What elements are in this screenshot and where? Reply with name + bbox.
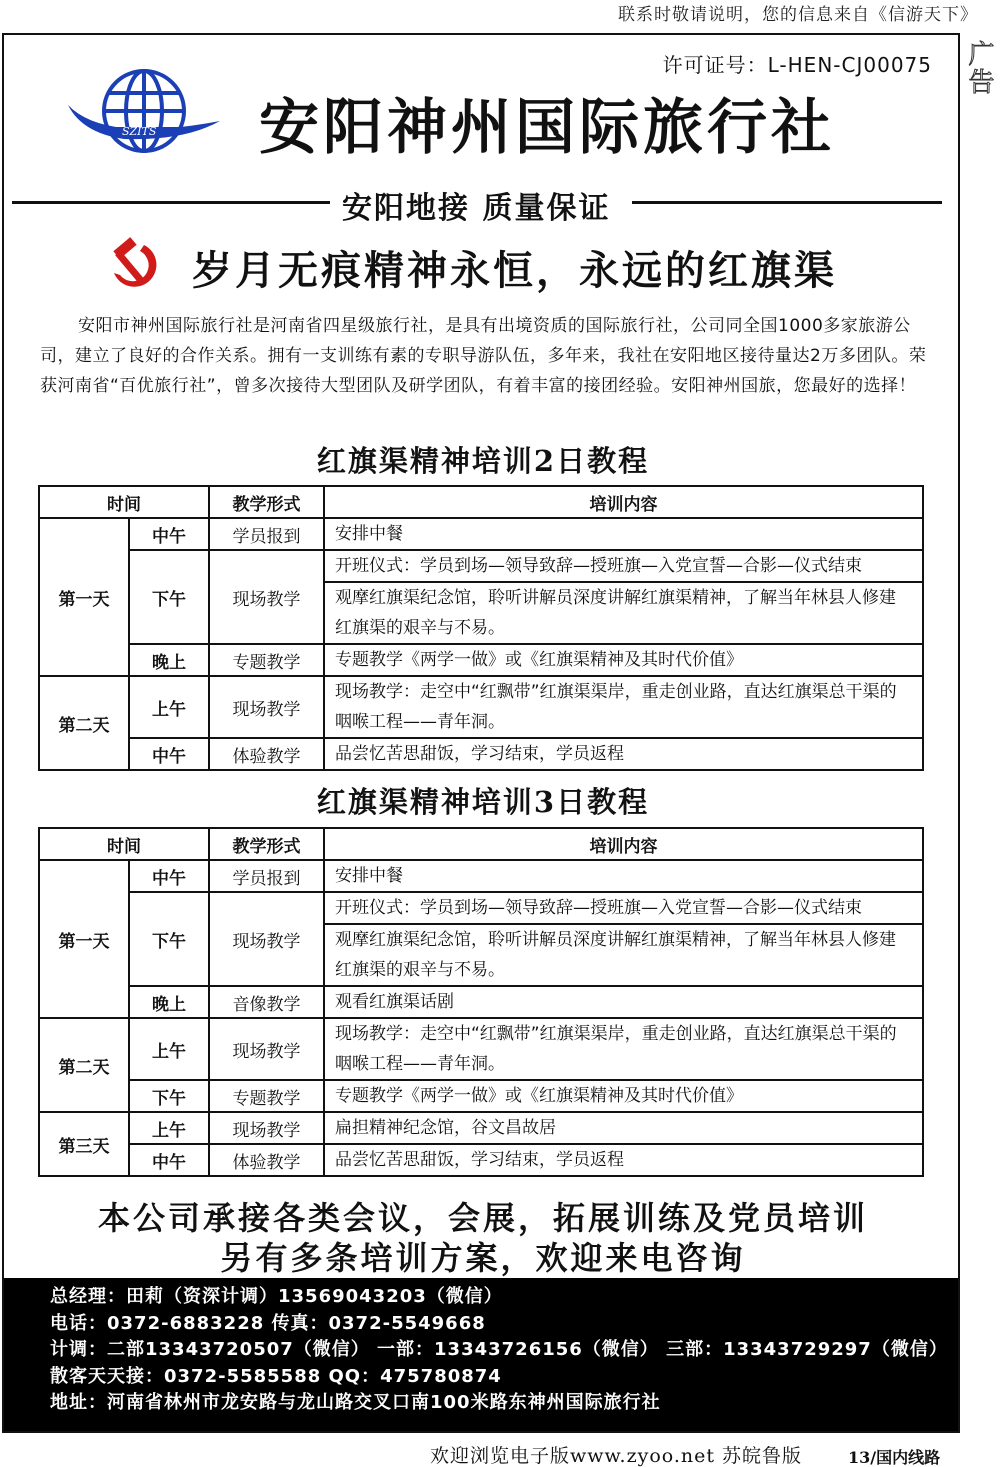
period-cell: 上午 (129, 1018, 209, 1080)
header-content: 培训内容 (324, 486, 923, 518)
header-form: 教学形式 (209, 828, 324, 860)
header-form: 教学形式 (209, 486, 324, 518)
period-cell: 中午 (129, 860, 209, 892)
content-cell: 专题教学《两学一做》或《红旗渠精神及其时代价值》 (324, 644, 923, 676)
plan-2day-table (38, 485, 924, 771)
form-cell: 音像教学 (209, 986, 324, 1018)
day-cell: 第一天 (39, 860, 129, 1018)
content-cell: 开班仪式：学员到场—领导致辞—授班旗—入党宣誓—合影—仪式结束 (324, 550, 923, 582)
table-row (39, 986, 923, 1018)
contact-address: 地址：河南省林州市龙安路与龙山路交叉口南100米路东神州国际旅行社 (50, 1392, 661, 1413)
form-cell: 体验教学 (209, 738, 324, 770)
period-cell: 下午 (129, 1080, 209, 1112)
period-cell: 晚上 (129, 644, 209, 676)
contact-manager: 总经理：田莉（资深计调）13569043203（微信） (50, 1286, 503, 1307)
content-cell: 安排中餐 (324, 518, 923, 550)
footer-page-number: 13/国内线路 (848, 1448, 941, 1467)
table-row (39, 1144, 923, 1176)
content-cell: 专题教学《两学一做》或《红旗渠精神及其时代价值》 (324, 1080, 923, 1112)
content-cell: 品尝忆苦思甜饭，学习结束，学员返程 (324, 738, 923, 770)
globe-logo-icon (64, 63, 224, 163)
plan-2day-title: 红旗渠精神培训2日教程 (316, 444, 650, 478)
day-cell: 第一天 (39, 518, 129, 676)
content-cell: 现场教学：走空中“红飘带”红旗渠渠岸，重走创业路，直达红旗渠总干渠的咽喉工程——青年洞。 (324, 1018, 923, 1080)
advertisement-frame (2, 33, 960, 1433)
slogan-divider-right (632, 201, 942, 204)
logo-text: SZITS (122, 125, 157, 138)
form-cell: 专题教学 (209, 1080, 324, 1112)
form-cell: 专题教学 (209, 644, 324, 676)
table-row (39, 1080, 923, 1112)
content-cell: 观看红旗渠话剧 (324, 986, 923, 1018)
header-time: 时间 (39, 828, 209, 860)
period-cell: 上午 (129, 1112, 209, 1144)
day-cell: 第二天 (39, 676, 129, 770)
form-cell: 现场教学 (209, 892, 324, 986)
plan-3day-table (38, 827, 924, 1177)
period-cell: 上午 (129, 676, 209, 738)
period-cell: 中午 (129, 518, 209, 550)
page-footer (0, 1437, 1000, 1467)
hammer-sickle-icon (104, 235, 162, 293)
table-row (39, 860, 923, 892)
promo-line-2: 另有多条培训方案，欢迎来电咨询 (220, 1239, 746, 1277)
company-name: 安阳神州国际旅行社 (259, 94, 835, 161)
table-row (39, 1018, 923, 1080)
form-cell: 现场教学 (209, 1112, 324, 1144)
form-cell: 体验教学 (209, 1144, 324, 1176)
content-cell: 安排中餐 (324, 860, 923, 892)
license-number: 许可证号：L-HEN-CJ00075 (662, 53, 932, 77)
day-cell: 第二天 (39, 1018, 129, 1112)
header-content: 培训内容 (324, 828, 923, 860)
table-row (39, 676, 923, 738)
period-cell: 晚上 (129, 986, 209, 1018)
content-cell: 观摩红旗渠纪念馆，聆听讲解员深度讲解红旗渠精神，了解当年林县人修建红旗渠的艰辛与不易。 (324, 924, 923, 986)
slogan-divider-left (12, 201, 330, 204)
period-cell: 下午 (129, 892, 209, 986)
headline: 岁月无痕精神永恒，永远的红旗渠 (192, 248, 837, 294)
plan-3day-title: 红旗渠精神培训3日教程 (316, 785, 650, 819)
promo-line-1: 本公司承接各类会议，会展，拓展训练及党员培训 (97, 1199, 868, 1237)
ad-side-label: 广告 (964, 40, 994, 96)
company-intro: 安阳市神州国际旅行社是河南省四星级旅行社，是具有出境资质的国际旅行社，公司同全国1000多家旅游公司，建立了良好的合作关系。拥有一支训练有素的专职导游队伍，多年来，我社在安阳地区接待量达2万多团队。荣获河南省“百优旅行社”，曾多次接待大型团队及研学团队，有着丰富的接团经验。安阳神州国旅，您最好的选择！ (40, 316, 927, 396)
table-row (39, 550, 923, 582)
content-cell: 开班仪式：学员到场—领导致辞—授班旗—入党宣誓—合影—仪式结束 (324, 892, 923, 924)
period-cell: 下午 (129, 550, 209, 644)
form-cell: 现场教学 (209, 550, 324, 644)
table-row (39, 892, 923, 924)
content-cell: 扁担精神纪念馆，谷文昌故居 (324, 1112, 923, 1144)
form-cell: 学员报到 (209, 860, 324, 892)
slogan-row (12, 183, 942, 226)
contact-panel (4, 1278, 960, 1433)
footer-browse-link[interactable]: 欢迎浏览电子版www.zyoo.net 苏皖鲁版 (430, 1445, 803, 1467)
contact-phone: 电话：0372-6883228 传真：0372-5549668 (50, 1312, 486, 1334)
form-cell: 现场教学 (209, 676, 324, 738)
table-row (39, 1112, 923, 1144)
content-cell: 观摩红旗渠纪念馆，聆听讲解员深度讲解红旗渠精神，了解当年林县人修建红旗渠的艰辛与不易。 (324, 582, 923, 644)
form-cell: 学员报到 (209, 518, 324, 550)
table-row (39, 518, 923, 550)
top-note: 联系时敬请说明，您的信息来自《信游天下》 (618, 5, 978, 25)
slogan: 安阳地接 质量保证 (342, 191, 611, 226)
table-row (39, 644, 923, 676)
header-time: 时间 (39, 486, 209, 518)
content-cell: 品尝忆苦思甜饭，学习结束，学员返程 (324, 1144, 923, 1176)
form-cell: 现场教学 (209, 1018, 324, 1080)
period-cell: 中午 (129, 1144, 209, 1176)
contact-daily: 散客天天接：0372-5585588 QQ：475780874 (50, 1365, 502, 1387)
table-row (39, 738, 923, 770)
content-cell: 现场教学：走空中“红飘带”红旗渠渠岸，重走创业路，直达红旗渠总干渠的咽喉工程——青年洞。 (324, 676, 923, 738)
contact-planner: 计调：二部13343720507（微信） 一部：13343726156（微信） 三部：13343729297（微信） (50, 1339, 948, 1360)
period-cell: 中午 (129, 738, 209, 770)
day-cell: 第三天 (39, 1112, 129, 1176)
